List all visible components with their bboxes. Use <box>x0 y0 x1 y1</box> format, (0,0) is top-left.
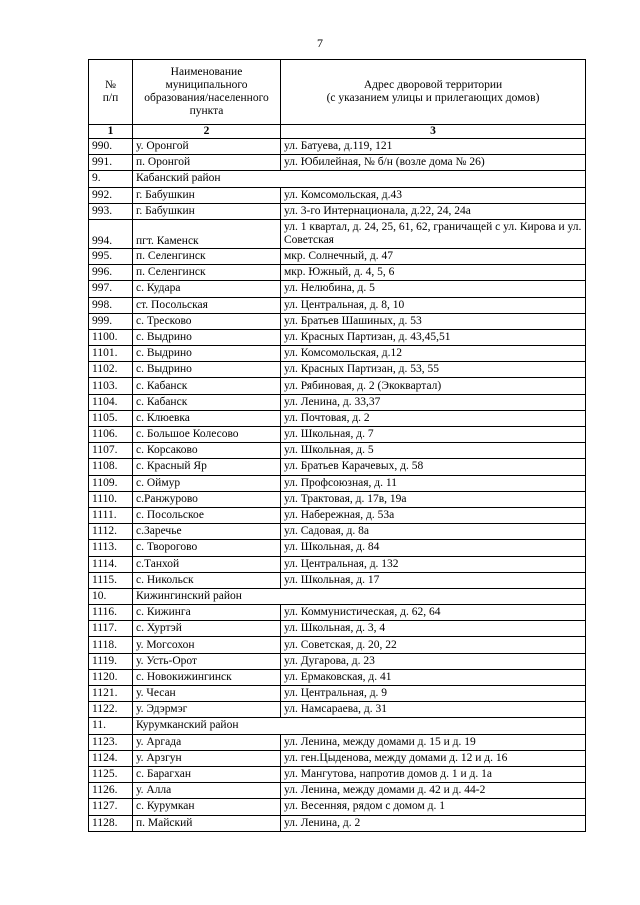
row-number: 1117. <box>89 621 133 637</box>
settlement-name: ст. Посольская <box>133 297 281 313</box>
row-number: 1126. <box>89 783 133 799</box>
yard-address: ул. Ленина, д. 2 <box>281 815 586 831</box>
settlement-name: у. Усть-Орот <box>133 653 281 669</box>
table-row <box>89 443 586 459</box>
row-number: 992. <box>89 187 133 203</box>
yard-address: ул. Ленина, между домами д. 42 и д. 44-2 <box>281 783 586 799</box>
yard-address: мкр. Солнечный, д. 47 <box>281 248 586 264</box>
header-place-text: Наименование муниципального образования/населенного пункта <box>144 66 269 117</box>
settlement-name: с. Клюевка <box>133 410 281 426</box>
settlement-name: с. Корсаково <box>133 443 281 459</box>
row-number: 994. <box>89 219 133 248</box>
yard-address: мкр. Южный, д. 4, 5, 6 <box>281 265 586 281</box>
district-name: Кижингинский район <box>133 588 586 604</box>
settlement-name: с. Кабанск <box>133 378 281 394</box>
settlement-name: с. Хуртэй <box>133 621 281 637</box>
settlement-name: п. Майский <box>133 815 281 831</box>
row-number: 993. <box>89 203 133 219</box>
table-row <box>89 637 586 653</box>
yard-address: ул. Центральная, д. 132 <box>281 556 586 572</box>
settlement-name: с.Заречье <box>133 524 281 540</box>
row-number: 1113. <box>89 540 133 556</box>
yard-address: ул. Школьная, д. 3, 4 <box>281 621 586 637</box>
table-row <box>89 669 586 685</box>
table-row <box>89 410 586 426</box>
settlement-name: п. Селенгинск <box>133 265 281 281</box>
yard-address: ул. Братьев Шашиных, д. 53 <box>281 313 586 329</box>
yard-address: ул. Весенняя, рядом с домом д. 1 <box>281 799 586 815</box>
settlement-name: с. Никольск <box>133 572 281 588</box>
settlement-name: с. Кудара <box>133 281 281 297</box>
table-row <box>89 329 586 345</box>
header-address-text: Адрес дворовой территории (с указанием улицы и прилегающих домов) <box>326 79 540 104</box>
page-number: 7 <box>317 36 323 50</box>
row-number: 997. <box>89 281 133 297</box>
yard-address: ул. Красных Партизан, д. 53, 55 <box>281 362 586 378</box>
table-row <box>89 459 586 475</box>
settlement-name: пгт. Каменск <box>133 219 281 248</box>
row-number: 1111. <box>89 507 133 523</box>
settlement-name: у. Алла <box>133 783 281 799</box>
settlement-name: у. Чесан <box>133 686 281 702</box>
yard-address: ул. ген.Цыденова, между домами д. 12 и д. 16 <box>281 750 586 766</box>
row-number: 1108. <box>89 459 133 475</box>
table-row <box>89 572 586 588</box>
table-row <box>89 507 586 523</box>
row-number: 1120. <box>89 669 133 685</box>
settlement-name: у. Аргада <box>133 734 281 750</box>
row-number: 1124. <box>89 750 133 766</box>
settlement-name: с. Кижинга <box>133 605 281 621</box>
table-row <box>89 491 586 507</box>
yard-address: ул. Почтовая, д. 2 <box>281 410 586 426</box>
header-number-column <box>89 60 133 125</box>
column-number-3: 3 <box>281 125 586 139</box>
row-number: 1118. <box>89 637 133 653</box>
settlement-name: г. Бабушкин <box>133 203 281 219</box>
settlement-name: с. Курумкан <box>133 799 281 815</box>
row-number: 1127. <box>89 799 133 815</box>
settlement-name: с. Выдрино <box>133 346 281 362</box>
yard-address: ул. Школьная, д. 84 <box>281 540 586 556</box>
table-row <box>89 248 586 264</box>
row-number: 1114. <box>89 556 133 572</box>
yard-address: ул. 1 квартал, д. 24, 25, 61, 62, граничащей с ул. Кирова и ул. Советская <box>281 219 586 248</box>
yard-address: ул. Школьная, д. 7 <box>281 427 586 443</box>
yard-address: ул. Набережная, д. 53а <box>281 507 586 523</box>
row-number: 1116. <box>89 605 133 621</box>
table-row <box>89 265 586 281</box>
table-row <box>89 540 586 556</box>
table-row <box>89 766 586 782</box>
row-number: 991. <box>89 155 133 171</box>
settlement-name: с. Кабанск <box>133 394 281 410</box>
row-number: 999. <box>89 313 133 329</box>
row-number: 1102. <box>89 362 133 378</box>
row-number: 998. <box>89 297 133 313</box>
table-row <box>89 524 586 540</box>
yard-address: ул. Комсомольская, д.12 <box>281 346 586 362</box>
table-row <box>89 605 586 621</box>
addresses-table <box>88 59 586 832</box>
yard-address: ул. Коммунистическая, д. 62, 64 <box>281 605 586 621</box>
table-row <box>89 346 586 362</box>
settlement-name: с. Красный Яр <box>133 459 281 475</box>
yard-address: ул. Школьная, д. 5 <box>281 443 586 459</box>
row-number: 1112. <box>89 524 133 540</box>
settlement-name: п. Селенгинск <box>133 248 281 264</box>
table-row <box>89 378 586 394</box>
settlement-name: у. Арзгун <box>133 750 281 766</box>
row-number: 1105. <box>89 410 133 426</box>
row-number: 996. <box>89 265 133 281</box>
table-row <box>89 219 586 248</box>
row-number: 1101. <box>89 346 133 362</box>
table-row <box>89 702 586 718</box>
yard-address: ул. Ермаковская, д. 41 <box>281 669 586 685</box>
settlement-name: с. Новокижингинск <box>133 669 281 685</box>
yard-address: ул. Нелюбина, д. 5 <box>281 281 586 297</box>
yard-address: ул. Намсараева, д. 31 <box>281 702 586 718</box>
district-name: Курумканский район <box>133 718 586 734</box>
row-number: 1122. <box>89 702 133 718</box>
row-number: 1109. <box>89 475 133 491</box>
yard-address: ул. Батуева, д.119, 121 <box>281 139 586 155</box>
table-row <box>89 281 586 297</box>
table-row <box>89 155 586 171</box>
yard-address: ул. Трактовая, д. 17в, 19а <box>281 491 586 507</box>
settlement-name: г. Бабушкин <box>133 187 281 203</box>
row-number: 995. <box>89 248 133 264</box>
table-row <box>89 139 586 155</box>
settlement-name: с. Посольское <box>133 507 281 523</box>
yard-address: ул. Ленина, между домами д. 15 и д. 19 <box>281 734 586 750</box>
settlement-name: у. Могсохон <box>133 637 281 653</box>
settlement-name: с. Большое Колесово <box>133 427 281 443</box>
yard-address: ул. Красных Партизан, д. 43,45,51 <box>281 329 586 345</box>
header-place-column <box>133 60 281 125</box>
table-row <box>89 734 586 750</box>
table-row <box>89 475 586 491</box>
yard-address: ул. Профсоюзная, д. 11 <box>281 475 586 491</box>
header-row <box>89 60 586 125</box>
header-address-column <box>281 60 586 125</box>
column-number-2: 2 <box>133 125 281 139</box>
yard-address: ул. 3-го Интернационала, д.22, 24, 24а <box>281 203 586 219</box>
row-number: 1104. <box>89 394 133 410</box>
row-number: 1103. <box>89 378 133 394</box>
settlement-name: с. Выдрино <box>133 362 281 378</box>
row-number: 1123. <box>89 734 133 750</box>
table-row <box>89 203 586 219</box>
table-row <box>89 783 586 799</box>
settlement-name: с.Ранжурово <box>133 491 281 507</box>
table-row <box>89 362 586 378</box>
table-row <box>89 621 586 637</box>
header-number-text: № п/п <box>102 79 119 104</box>
yard-address: ул. Мангутова, напротив домов д. 1 и д. 1а <box>281 766 586 782</box>
table-row <box>89 750 586 766</box>
row-number: 1107. <box>89 443 133 459</box>
yard-address: ул. Центральная, д. 9 <box>281 686 586 702</box>
settlement-name: с. Творогово <box>133 540 281 556</box>
district-row <box>89 588 586 604</box>
yard-address: ул. Садовая, д. 8а <box>281 524 586 540</box>
settlement-name: с. Выдрино <box>133 329 281 345</box>
table-row <box>89 686 586 702</box>
table-row <box>89 297 586 313</box>
table-row <box>89 799 586 815</box>
column-number-1: 1 <box>89 125 133 139</box>
table-row <box>89 427 586 443</box>
yard-address: ул. Юбилейная, № б/н (возле дома № 26) <box>281 155 586 171</box>
row-number: 1128. <box>89 815 133 831</box>
yard-address: ул. Ленина, д. 33,37 <box>281 394 586 410</box>
district-row <box>89 171 586 187</box>
table-row <box>89 815 586 831</box>
yard-address: ул. Рябиновая, д. 2 (Экоквартал) <box>281 378 586 394</box>
district-row <box>89 718 586 734</box>
row-number: 1110. <box>89 491 133 507</box>
settlement-name: с. Тресково <box>133 313 281 329</box>
table-row <box>89 653 586 669</box>
row-number: 990. <box>89 139 133 155</box>
table-row <box>89 394 586 410</box>
yard-address: ул. Братьев Карачевых, д. 58 <box>281 459 586 475</box>
column-number-row <box>89 125 586 139</box>
row-number: 1115. <box>89 572 133 588</box>
district-number: 9. <box>89 171 133 187</box>
yard-address: ул. Комсомольская, д.43 <box>281 187 586 203</box>
table-row <box>89 187 586 203</box>
table-body <box>89 139 586 832</box>
yard-address: ул. Центральная, д. 8, 10 <box>281 297 586 313</box>
settlement-name: с.Танхой <box>133 556 281 572</box>
yard-address: ул. Советская, д. 20, 22 <box>281 637 586 653</box>
district-number: 10. <box>89 588 133 604</box>
table-row <box>89 556 586 572</box>
row-number: 1119. <box>89 653 133 669</box>
table-row <box>89 313 586 329</box>
district-number: 11. <box>89 718 133 734</box>
settlement-name: с. Оймур <box>133 475 281 491</box>
yard-address: ул. Школьная, д. 17 <box>281 572 586 588</box>
row-number: 1106. <box>89 427 133 443</box>
settlement-name: у. Оронгой <box>133 139 281 155</box>
row-number: 1121. <box>89 686 133 702</box>
district-name: Кабанский район <box>133 171 586 187</box>
settlement-name: у. Эдэрмэг <box>133 702 281 718</box>
table-header <box>89 60 586 139</box>
yard-address: ул. Дугарова, д. 23 <box>281 653 586 669</box>
settlement-name: п. Оронгой <box>133 155 281 171</box>
row-number: 1100. <box>89 329 133 345</box>
settlement-name: с. Барагхан <box>133 766 281 782</box>
row-number: 1125. <box>89 766 133 782</box>
